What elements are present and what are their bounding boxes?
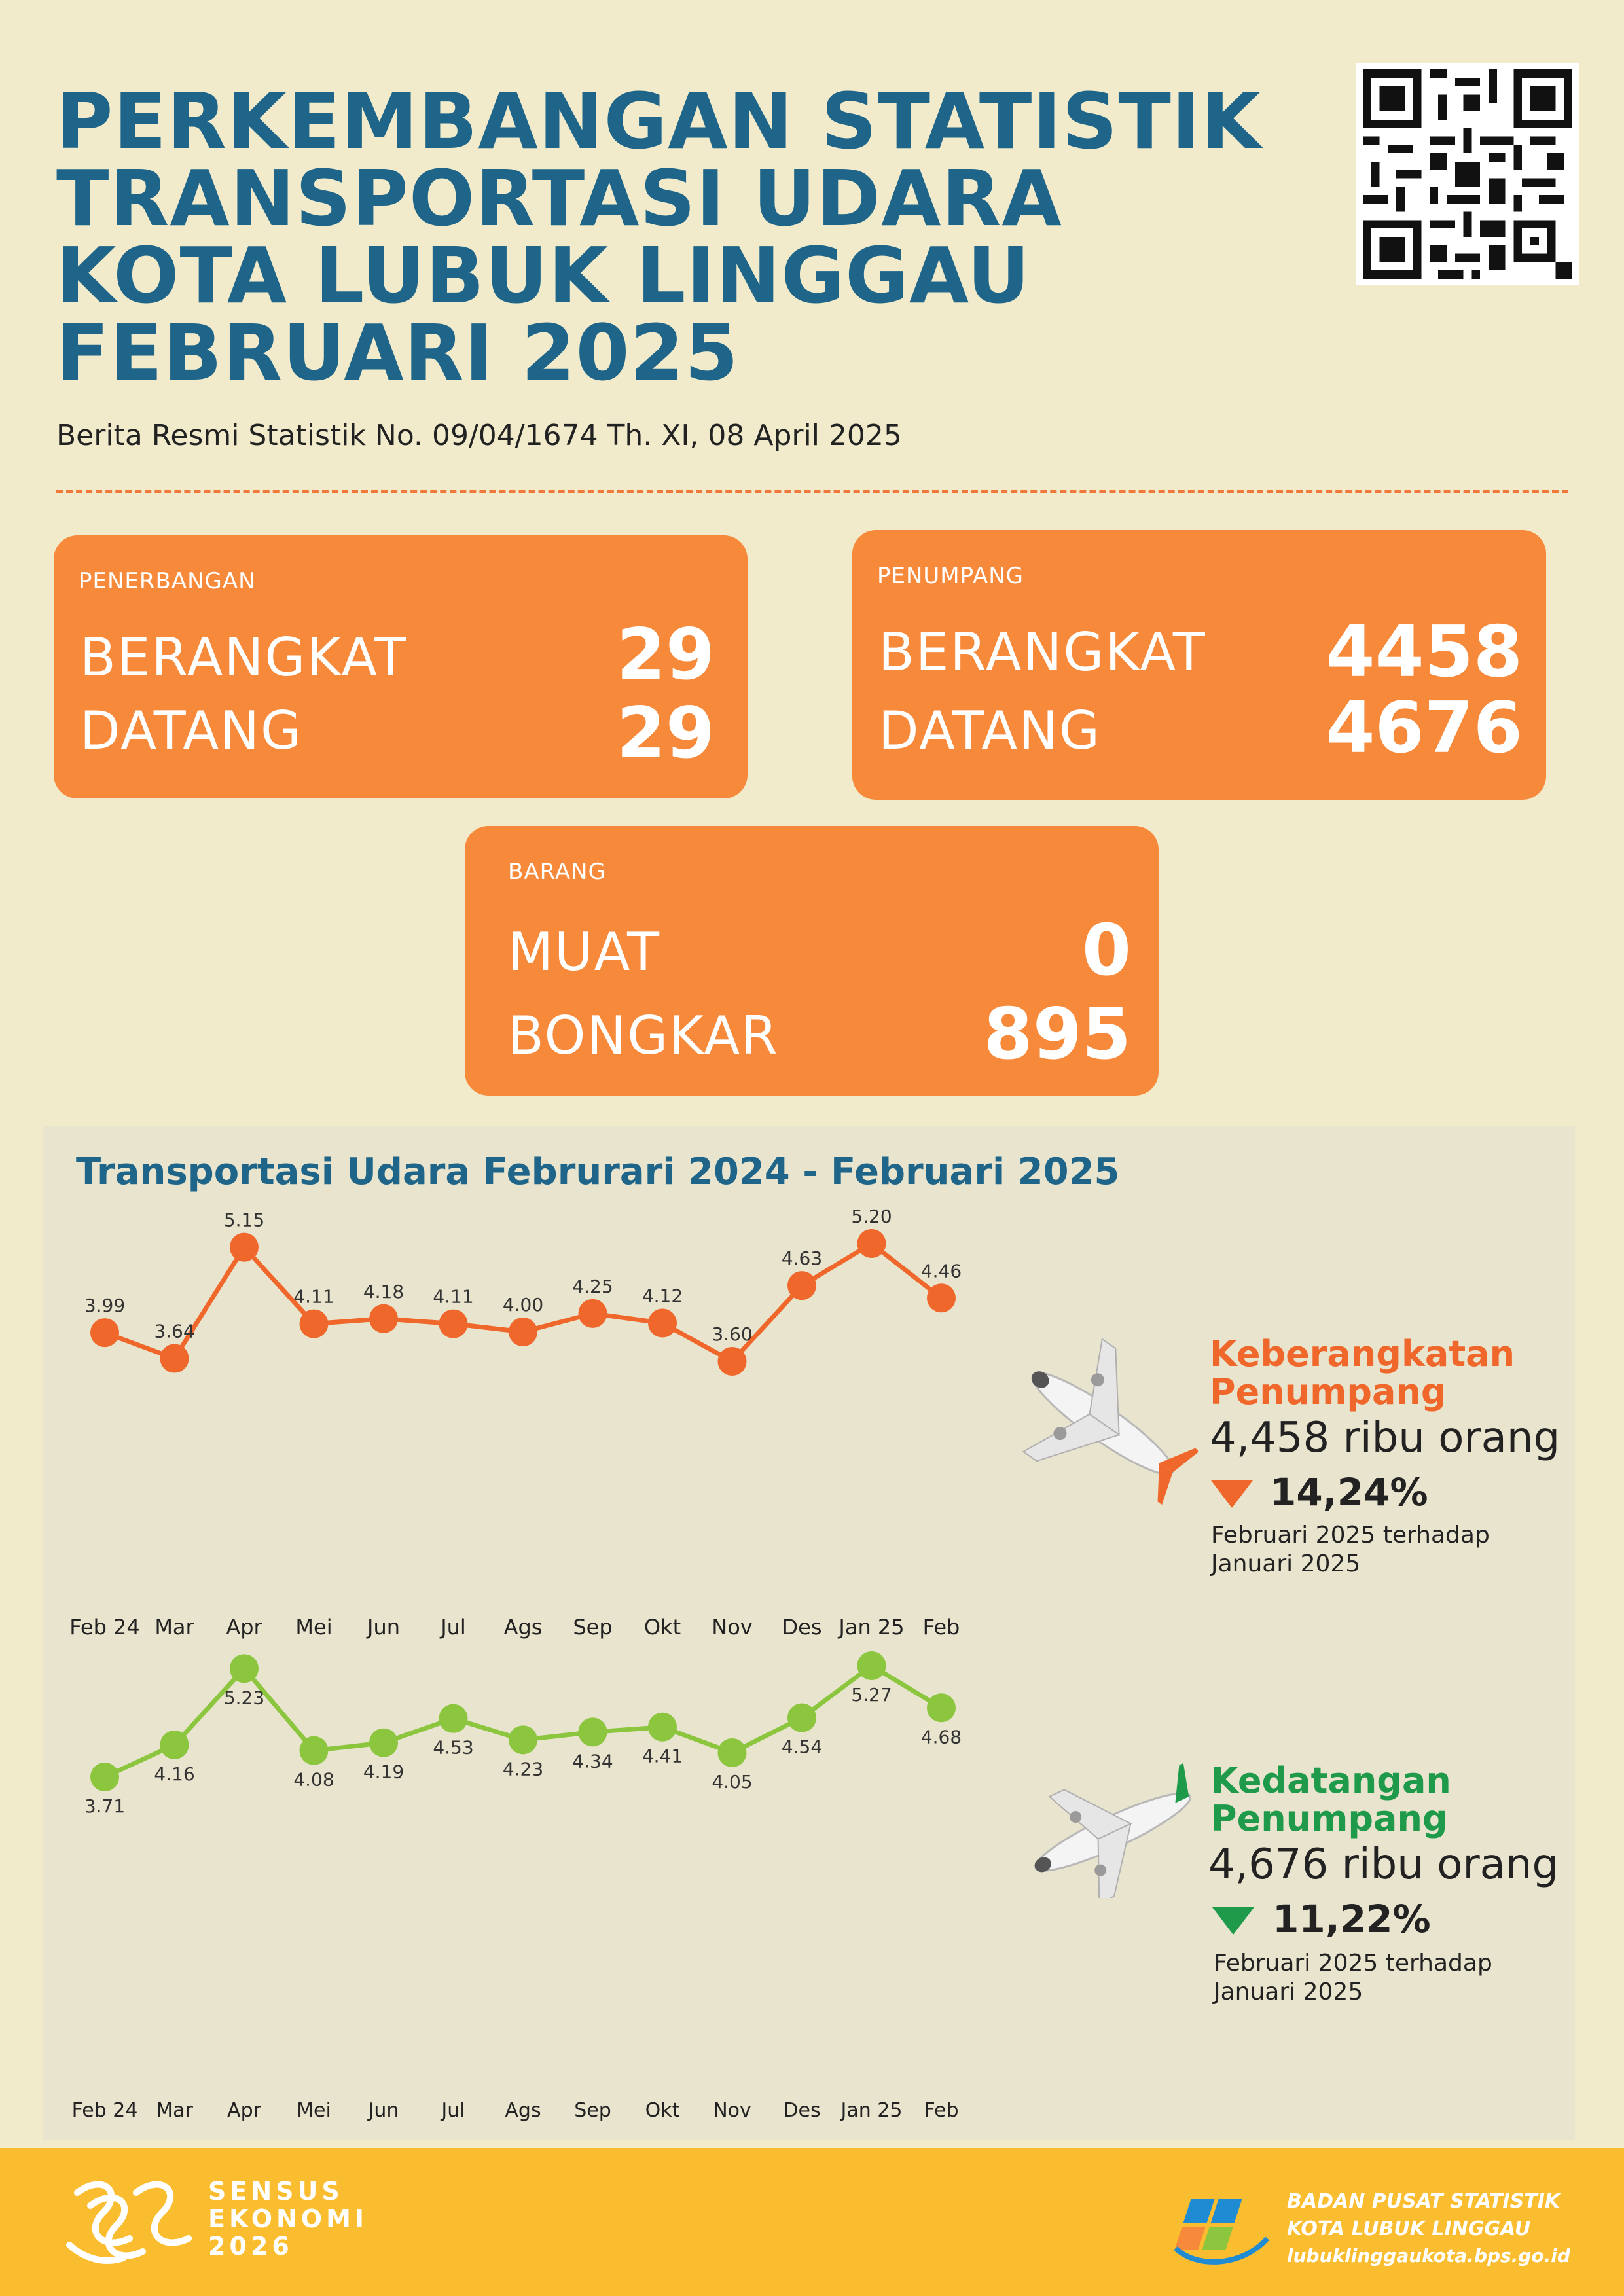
card-row2-label: BONGKAR bbox=[508, 1005, 779, 1066]
data-point bbox=[300, 1310, 329, 1338]
data-point bbox=[160, 1344, 189, 1373]
data-point bbox=[160, 1731, 189, 1759]
bps-line-1: BADAN PUSAT STATISTIK bbox=[1287, 2190, 1561, 2213]
data-point bbox=[927, 1693, 956, 1722]
x-tick-label: Sep bbox=[573, 1615, 613, 1640]
card-row1-label: MUAT bbox=[508, 922, 660, 982]
x-tick-label: Mei bbox=[297, 2099, 331, 2122]
data-label: 4.00 bbox=[502, 1294, 544, 1316]
x-tick-label: Okt bbox=[643, 1615, 681, 1640]
x-tick-label: Ags bbox=[505, 2099, 541, 2122]
side-datang-title2: Penumpang bbox=[1211, 1798, 1448, 1839]
data-label: 4.11 bbox=[293, 1285, 334, 1308]
x-tick-label: Jul bbox=[441, 1615, 466, 1640]
data-point bbox=[90, 1318, 119, 1347]
data-point bbox=[579, 1299, 607, 1328]
data-point bbox=[509, 1725, 537, 1754]
bps-logo bbox=[1169, 2186, 1274, 2271]
title-line-4: FEBRUARI 2025 bbox=[56, 308, 739, 398]
card-row1-label: BERANGKAT bbox=[878, 622, 1206, 683]
data-label: 4.46 bbox=[920, 1260, 962, 1282]
x-tick-label: Ags bbox=[503, 1615, 543, 1640]
data-label: 4.54 bbox=[781, 1736, 823, 1758]
data-point bbox=[718, 1347, 747, 1376]
data-label: 5.20 bbox=[851, 1206, 892, 1227]
data-label: 4.18 bbox=[363, 1280, 405, 1302]
side-datang-change: 11,22% bbox=[1272, 1897, 1431, 1941]
data-label: 4.53 bbox=[433, 1736, 474, 1759]
x-tick-label: Jan 25 bbox=[840, 2099, 903, 2122]
card-row1-label: BERANGKAT bbox=[80, 627, 408, 688]
card-row1-value: 29 bbox=[616, 614, 715, 696]
data-point bbox=[579, 1717, 607, 1746]
side-berangkat-title2: Penumpang bbox=[1210, 1371, 1447, 1412]
data-label: 4.12 bbox=[641, 1285, 683, 1307]
card-category: BARANG bbox=[508, 859, 606, 885]
airplane-departure-icon bbox=[1008, 1329, 1198, 1518]
data-point bbox=[230, 1233, 259, 1262]
data-point bbox=[857, 1229, 886, 1258]
data-point bbox=[857, 1651, 886, 1680]
side-berangkat-change: 14,24% bbox=[1270, 1470, 1428, 1515]
x-tick-label: Sep bbox=[574, 2099, 611, 2122]
card-row2-label: DATANG bbox=[80, 700, 302, 761]
sensus-ekonomi-logo bbox=[64, 2166, 202, 2271]
title-line-2: TRANSPORTASI UDARA bbox=[56, 153, 1062, 243]
title-line-1: PERKEMBANGAN STATISTIK bbox=[56, 76, 1262, 166]
data-label: 5.23 bbox=[223, 1687, 265, 1709]
note-line-1: Februari 2025 terhadap bbox=[1211, 1522, 1490, 1549]
x-tick-label: Jan 25 bbox=[839, 1615, 905, 1640]
card-category: PENERBANGAN bbox=[79, 568, 256, 594]
data-point bbox=[439, 1310, 468, 1338]
data-label: 4.16 bbox=[154, 1763, 195, 1785]
data-label: 4.05 bbox=[712, 1770, 753, 1793]
release-subtitle: Berita Resmi Statistik No. 09/04/1674 Th. XI, 08 April 2025 bbox=[56, 419, 902, 452]
data-label: 4.41 bbox=[641, 1745, 683, 1767]
data-label: 5.15 bbox=[223, 1209, 265, 1231]
data-point bbox=[787, 1271, 816, 1300]
bps-website[interactable]: lubuklinggaukota.bps.go.id bbox=[1287, 2245, 1570, 2267]
side-datang-note bbox=[1214, 1949, 1554, 2007]
data-point bbox=[787, 1704, 816, 1732]
data-label: 4.19 bbox=[363, 1761, 405, 1783]
data-point bbox=[509, 1318, 537, 1346]
x-tick-label: Nov bbox=[712, 1615, 753, 1640]
card-row2-value: 895 bbox=[983, 994, 1131, 1075]
data-label: 4.23 bbox=[502, 1758, 544, 1780]
x-tick-label: Apr bbox=[227, 2099, 261, 2122]
data-label: 4.08 bbox=[293, 1768, 334, 1791]
card-row1-value: 0 bbox=[1081, 910, 1131, 992]
data-label: 4.25 bbox=[572, 1275, 613, 1297]
data-point bbox=[90, 1763, 119, 1791]
data-point bbox=[648, 1309, 677, 1338]
chart-title: Transportasi Udara Februrari 2024 - Februari 2025 bbox=[76, 1151, 1120, 1193]
down-triangle-icon bbox=[1212, 1907, 1254, 1935]
airplane-arrival-icon bbox=[1019, 1754, 1202, 1898]
data-label: 3.71 bbox=[84, 1795, 126, 1817]
data-label: 5.27 bbox=[851, 1684, 892, 1706]
x-tick-label: Des bbox=[783, 2099, 821, 2122]
x-tick-label: Feb bbox=[922, 1615, 960, 1640]
data-label: 3.60 bbox=[712, 1323, 753, 1345]
data-label: 3.99 bbox=[84, 1295, 126, 1317]
card-row2-value: 29 bbox=[616, 692, 715, 774]
x-tick-label: Jun bbox=[367, 1615, 400, 1640]
x-tick-label: Mar bbox=[154, 1615, 194, 1640]
data-point bbox=[718, 1738, 747, 1767]
side-datang-amount: 4,676 ribu orang bbox=[1208, 1840, 1559, 1889]
data-label: 4.68 bbox=[920, 1726, 962, 1748]
card-row1-value: 4458 bbox=[1326, 611, 1523, 693]
note-line-2: Januari 2025 bbox=[1214, 1978, 1363, 2005]
data-point bbox=[369, 1304, 398, 1333]
side-berangkat-note bbox=[1211, 1521, 1551, 1579]
note-line-2: Januari 2025 bbox=[1211, 1550, 1361, 1577]
x-tick-label: Mar bbox=[156, 2099, 193, 2122]
data-point bbox=[927, 1283, 956, 1312]
sensus-line-2: EKONOMI bbox=[208, 2204, 369, 2233]
data-point bbox=[439, 1704, 468, 1733]
down-triangle-icon bbox=[1211, 1480, 1253, 1508]
data-point bbox=[648, 1713, 677, 1742]
x-tick-label: Jul bbox=[441, 2099, 465, 2122]
data-label: 4.11 bbox=[433, 1285, 474, 1308]
data-point bbox=[300, 1736, 329, 1765]
data-label: 4.63 bbox=[781, 1247, 823, 1270]
card-row2-value: 4676 bbox=[1326, 687, 1523, 769]
x-tick-label: Nov bbox=[713, 2099, 751, 2122]
card-row2-label: DATANG bbox=[878, 700, 1101, 761]
side-berangkat-amount: 4,458 ribu orang bbox=[1210, 1414, 1561, 1462]
title-line-3: KOTA LUBUK LINGGAU bbox=[56, 230, 1031, 321]
data-point bbox=[230, 1654, 259, 1683]
side-datang-title1: Kedatangan bbox=[1211, 1760, 1451, 1801]
data-point bbox=[369, 1729, 398, 1757]
card-category: PENUMPANG bbox=[877, 563, 1024, 589]
sensus-line-3: 2026 bbox=[208, 2232, 293, 2261]
x-tick-label: Okt bbox=[645, 2099, 680, 2122]
data-label: 3.64 bbox=[154, 1320, 195, 1342]
data-label: 4.34 bbox=[572, 1750, 613, 1772]
x-tick-label: Des bbox=[782, 1615, 822, 1640]
x-tick-label: Feb 24 bbox=[69, 1615, 140, 1640]
x-tick-label: Jun bbox=[368, 2099, 399, 2122]
x-tick-label: Feb bbox=[924, 2099, 959, 2122]
sensus-line-1: SENSUS bbox=[208, 2177, 344, 2206]
x-tick-label: Feb 24 bbox=[71, 2099, 138, 2122]
bps-line-2: KOTA LUBUK LINGGAU bbox=[1287, 2217, 1531, 2240]
x-tick-label: Mei bbox=[295, 1615, 333, 1640]
note-line-1: Februari 2025 terhadap bbox=[1214, 1950, 1492, 1977]
side-berangkat-title1: Keberangkatan bbox=[1210, 1333, 1515, 1374]
x-tick-label: Apr bbox=[226, 1615, 262, 1640]
